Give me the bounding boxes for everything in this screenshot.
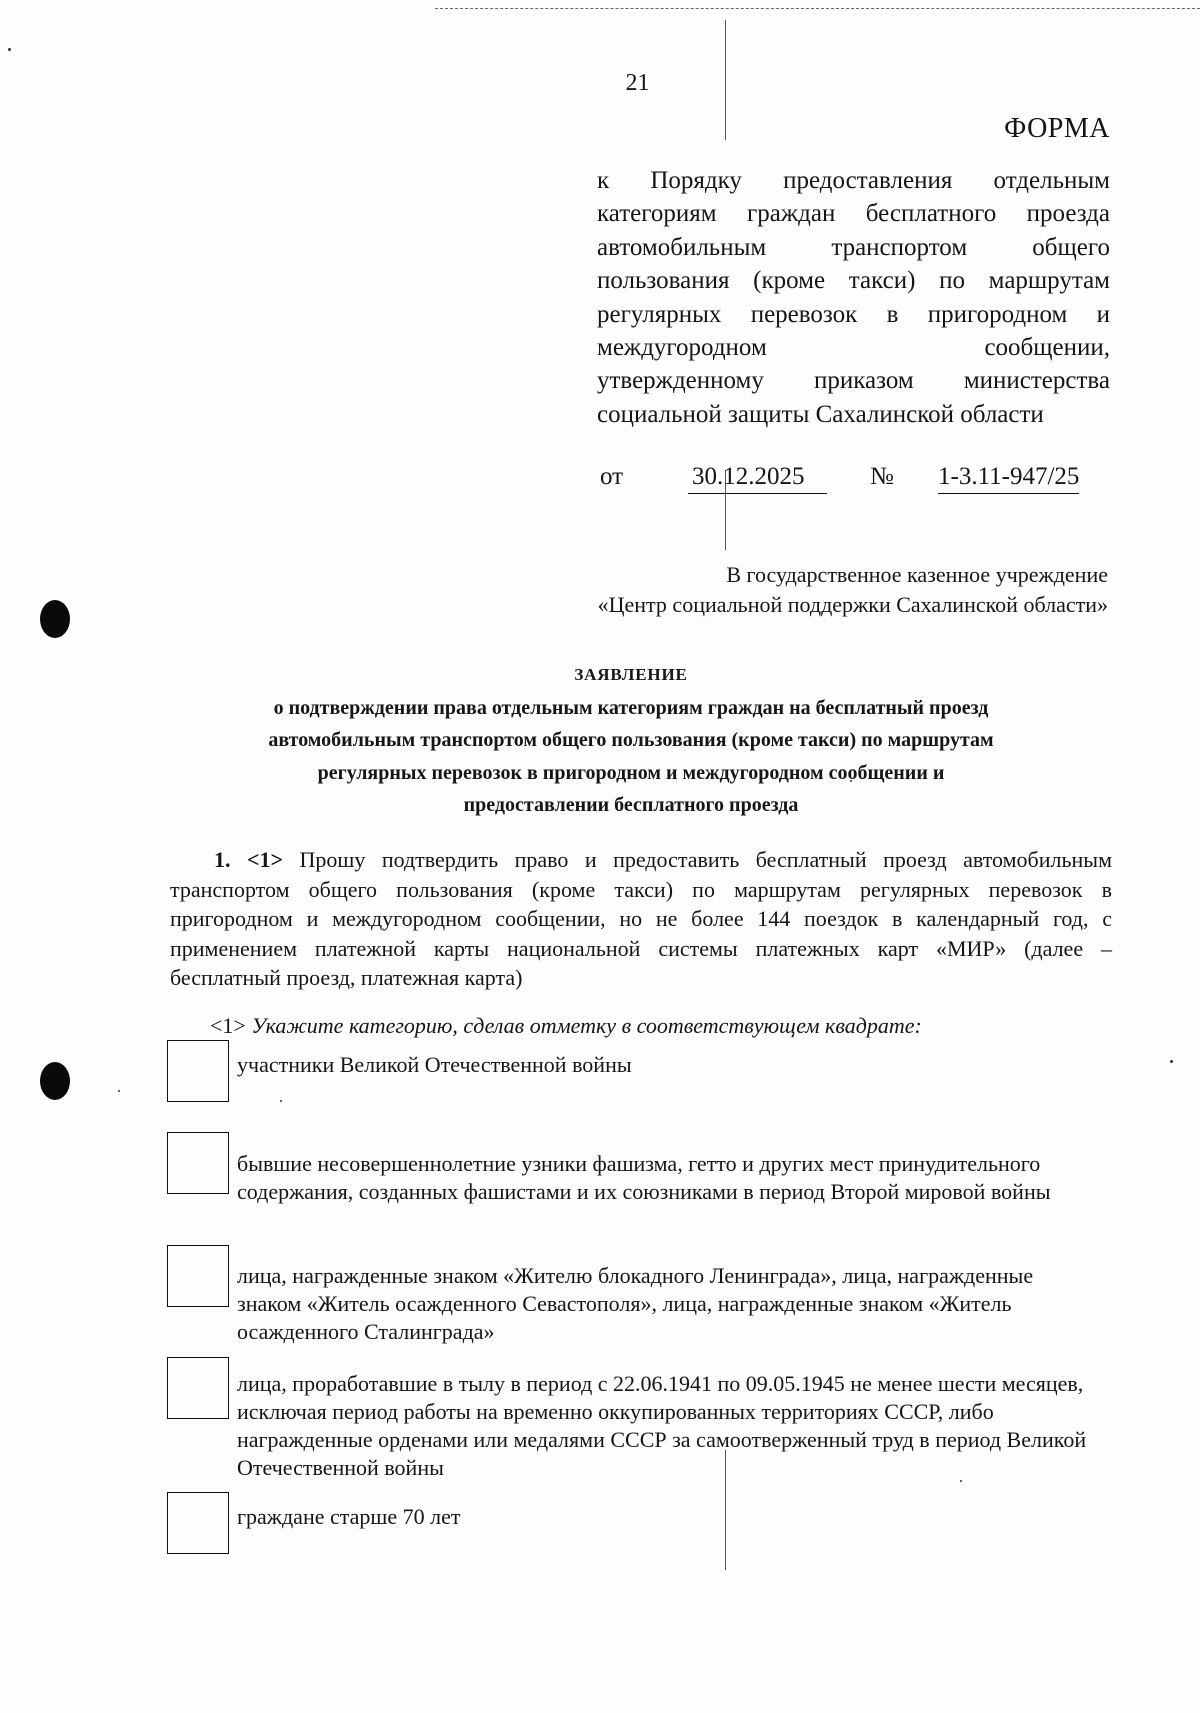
category-checkbox[interactable] [167,1132,229,1194]
punch-hole [40,1062,70,1100]
order-reference [597,164,1110,431]
from-label: от [600,463,624,490]
category-checkbox[interactable] [167,1492,229,1554]
number-sign: № [870,463,894,490]
order-reference-line: автомобильным транспортом общего [597,233,1110,261]
paragraph-1 [170,845,1112,993]
order-reference-line: категориям граждан бесплатного проезда [597,200,1110,228]
category-label: участники Великой Отечественной войны [237,1052,632,1077]
approval-date: 30.12.2025 [688,463,827,494]
order-reference-line: к Порядку предоставления отдельным [597,167,1110,194]
document-title [130,659,1132,822]
scan-speck [8,48,11,51]
footnote-marker: <1> [210,1013,246,1038]
approval-number: 1-3.11-947/25 [938,463,1079,494]
title-line: регулярных перевозок в пригородном и междугородном сообщении и [317,761,945,784]
page-number: 21 [625,70,650,96]
scan-speck [280,1100,282,1102]
scan-edge-line [435,8,1200,9]
category-label: граждане старше 70 лет [237,1504,461,1529]
order-reference-line: пользования (кроме такси) по маршрутам [597,267,1110,295]
scan-speck [1170,1060,1173,1063]
category-checkbox[interactable] [167,1245,229,1307]
title-word: ЗАЯВЛЕНИЕ [574,665,688,684]
title-line: о подтверждении права отдельным категориям граждан на бесплатный проезд [273,696,989,719]
category-label: лица, награжденные знаком «Жителю блокадного Ленинграда», лица, награжденные знаком «Житель осажденного Севастополя», лица, награжденные знаком «Житель осажденного Сталинграда» [237,1263,1034,1344]
title-line: автомобильным транспортом общего пользования (кроме такси) по маршрутам [268,729,994,751]
title-line: предоставлении бесплатного проезда [463,794,799,816]
addressee [598,560,1108,620]
order-reference-line: социальной защиты Сахалинской области [597,400,1044,428]
footnote [210,1013,922,1039]
addressee-line: В государственное казенное учреждение [726,562,1108,587]
punch-hole [40,600,70,638]
order-reference-line: междугородном сообщении, [597,334,1110,362]
addressee-line: «Центр социальной поддержки Сахалинской области» [597,592,1108,617]
paragraph-number: 1. <1> [214,847,284,872]
form-label: ФОРМА [1004,113,1110,144]
paragraph-text: Прошу подтвердить право и предоставить бесплатный проезд автомобильным транспортом общего пользования (кроме такси) по маршрутам регулярных перевозок в пригородном и междугородном сообщении, но не более 144 поездок в календарный год, с применением платежной карты национальной системы платежных карт «МИР» (далее – бесплатный проезд, платежная карта) [170,847,1112,990]
category-checkbox[interactable] [167,1357,229,1419]
category-label: лица, проработавшие в тылу в период с 22.06.1941 по 09.05.1945 не менее шести месяцев, исключая период работы на временно оккупированных территориях СССР, либо награжденные орденами или медалями СССР за самоотверженный труд в период Великой Отечественной войны [237,1371,1087,1480]
category-checkbox[interactable] [167,1040,229,1102]
footnote-text: Укажите категорию, сделав отметку в соответствующем квадрате: [251,1013,922,1038]
category-label: бывшие несовершеннолетние узники фашизма, гетто и других мест принудительного содержания, созданных фашистами и их союзниками в период Второй мировой войны [237,1151,1051,1204]
scan-speck [118,1090,120,1092]
order-reference-line: регулярных перевозок в пригородном и [597,300,1110,328]
order-reference-line: утвержденному приказом министерства [597,367,1110,395]
